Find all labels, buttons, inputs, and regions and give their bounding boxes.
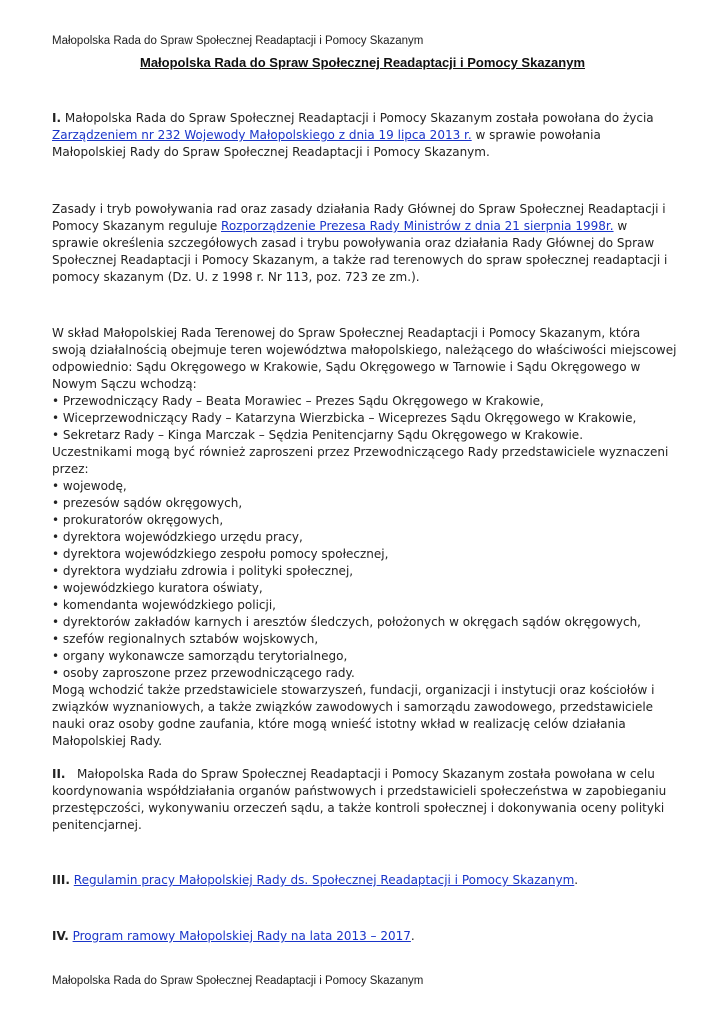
section-2-number: II.	[52, 767, 66, 781]
decree-link[interactable]: Zarządzeniem nr 232 Wojewody Małopolskiego z dnia 19 lipca 2013 r.	[52, 128, 472, 142]
section-1	[52, 110, 677, 161]
list-item: • osoby zaproszone przez przewodniczącego rady.	[52, 665, 677, 682]
list-item: • dyrektora wojewódzkiego urzędu pracy,	[52, 529, 677, 546]
section-2	[52, 766, 677, 834]
list-item: • dyrektora wojewódzkiego zespołu pomocy społecznej,	[52, 546, 677, 563]
regulations-link[interactable]: Regulamin pracy Małopolskiej Rady ds. Społecznej Readaptacji i Pomocy Skazanym	[73, 873, 575, 887]
page-title: Małopolska Rada do Spraw Społecznej Readaptacji i Pomocy Skazanym	[139, 55, 586, 70]
list-item: • prokuratorów okręgowych,	[52, 512, 677, 529]
section-1-number: I.	[52, 111, 62, 125]
page-header: Małopolska Rada do Spraw Społecznej Readaptacji i Pomocy Skazanym	[52, 35, 424, 47]
section-2-text: Małopolska Rada do Spraw Społecznej Readaptacji i Pomocy Skazanym została powołana w celu koordynowania współdziałania organów państwowych i przedstawicieli społeczeństwa w zapobieganiu przestępczości, wykonywaniu orzeczeń sądu, a także kontroli społecznej i dokonywania oceny polityki penitencjarnej.	[52, 767, 667, 832]
composition-intro: W skład Małopolskiej Rada Terenowej do Spraw Społecznej Readaptacji i Pomocy Skazanym, która swoją działalnością obejmuje teren województwa małopolskiego, należącego do właściwości miejscowej odpowiednio: Sądu Okręgowego w Krakowie, Sądu Okręgowego w Tarnowie i Sądu Okręgowego w Nowym Sączu wchodzą:	[52, 326, 677, 391]
section-3	[52, 872, 677, 889]
rules-text: Zasady i tryb powoływania rad oraz zasady działania Rady Głównej do Spraw Społecznej Readaptacji i Pomocy Skazanym reguluje	[52, 202, 666, 233]
section-3-trail: .	[574, 873, 579, 887]
section-3-number: III.	[52, 873, 70, 887]
list-item: • prezesów sądów okręgowych,	[52, 495, 677, 512]
list-item: • Sekretarz Rady – Kinga Marczak – Sędzia Penitencjarny Sądu Okręgowego w Krakowie.	[52, 427, 677, 444]
list-item: • komendanta wojewódzkiego policji,	[52, 597, 677, 614]
regulation-link[interactable]: Rozporządzenie Prezesa Rady Ministrów z dnia 21 sierpnia 1998r.	[221, 219, 614, 233]
section-4	[52, 928, 677, 945]
list-item: • szefów regionalnych sztabów wojskowych,	[52, 631, 677, 648]
list-item: • organy wykonawcze samorządu terytorialnego,	[52, 648, 677, 665]
rules-paragraph	[52, 201, 677, 286]
list-item: • wojewodę,	[52, 478, 677, 495]
section-4-trail: .	[410, 929, 415, 943]
list-item: • dyrektora wydziału zdrowia i polityki społecznej,	[52, 563, 677, 580]
list-item: • Wiceprzewodniczący Rady – Katarzyna Wierzbicka – Wiceprezes Sądu Okręgowego w Krakowie,	[52, 410, 677, 427]
invitees-intro: Uczestnikami mogą być również zaproszeni przez Przewodniczącego Rady przedstawiciele wyznaczeni przez:	[52, 445, 669, 476]
program-link[interactable]: Program ramowy Małopolskiej Rady na lata 2013 – 2017	[72, 929, 411, 943]
page-footer: Małopolska Rada do Spraw Społecznej Readaptacji i Pomocy Skazanym	[52, 975, 424, 987]
list-item: • dyrektorów zakładów karnych i aresztów śledczych, położonych w okręgach sądów okręgowych,	[52, 614, 677, 631]
section-1-text: Małopolska Rada do Spraw Społecznej Readaptacji i Pomocy Skazanym została powołana do życia	[64, 111, 654, 125]
invitees-list	[52, 478, 677, 682]
list-item: • Przewodniczący Rady – Beata Morawiec – Prezes Sądu Okręgowego w Krakowie,	[52, 393, 677, 410]
section-4-number: IV.	[52, 929, 69, 943]
section-1-text-end: w sprawie powołania Małopolskiej Rady do Spraw Społecznej Readaptacji i Pomocy Skazanym.	[52, 128, 601, 159]
list-item: • wojewódzkiego kuratora oświaty,	[52, 580, 677, 597]
rules-text-end: w sprawie określenia szczegółowych zasad i trybu powoływania oraz działania Rady Głównej do Spraw Społecznej Readaptacji i Pomocy Skazanym, a także rad terenowych do spraw społecznej readaptacji i pomocy skazanym (Dz. U. z 1998 r. Nr 113, poz. 723 ze zm.).	[52, 219, 668, 284]
members-list	[52, 393, 677, 444]
composition-closing: Mogą wchodzić także przedstawiciele stowarzyszeń, fundacji, organizacji i instytucji oraz kościołów i związków wyznaniowych, a także związków zawodowych i samorządu zawodowego, przedstawiciele nauki oraz osoby godne zaufania, które mogą wnieść istotny wkład w realizację celów działania Małopolskiej Rady.	[52, 683, 655, 748]
composition-section	[52, 325, 677, 750]
